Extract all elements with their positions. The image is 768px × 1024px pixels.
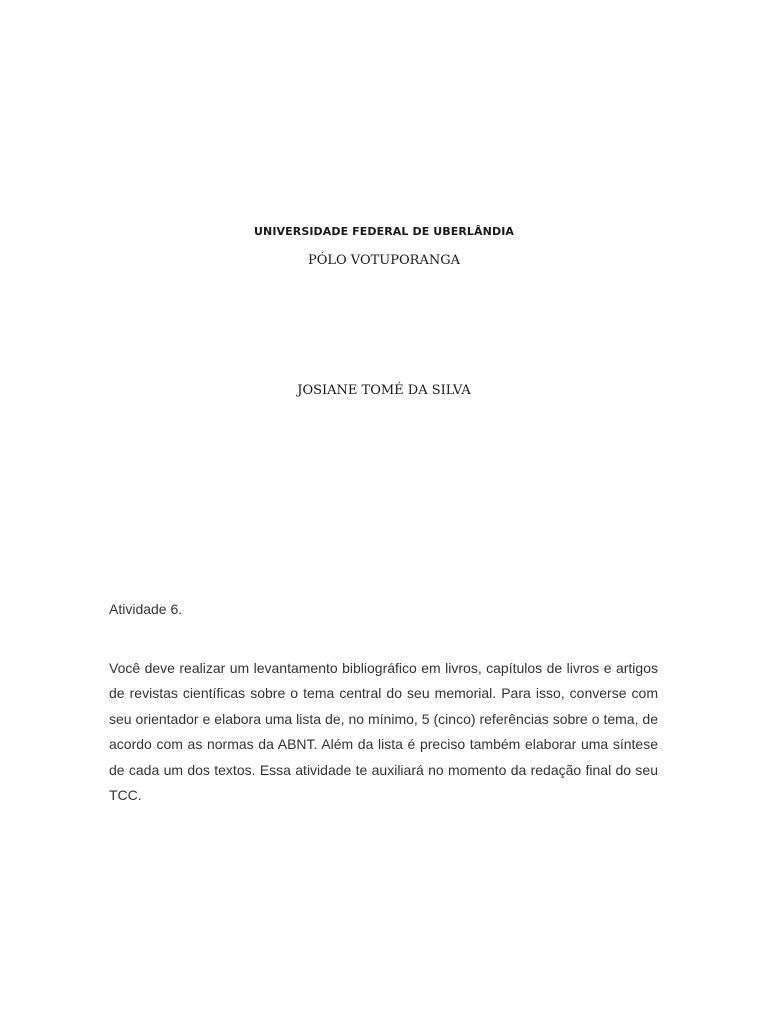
university-name: UNIVERSIDADE FEDERAL DE UBERLÂNDIA: [254, 225, 514, 238]
activity-description: Você deve realizar um levantamento bibliográfico em livros, capítulos de livros e artigos de revistas científicas sobre o tema central do seu memorial. Para isso, converse com seu orientador e elabora uma lista de, no mínimo, 5 (cinco) referências sobre o tema, de acordo com as normas da ABNT. Além da lista é preciso também elaborar uma síntese de cada um dos textos. Essa atividade te auxiliará no momento da redação final do seu TCC.: [109, 660, 658, 804]
author-name: JOSIANE TOMÉ DA SILVA: [297, 383, 471, 398]
activity-title: Atividade 6.: [109, 601, 183, 617]
campus-name: PÓLO VOTUPORANGA: [307, 253, 460, 268]
